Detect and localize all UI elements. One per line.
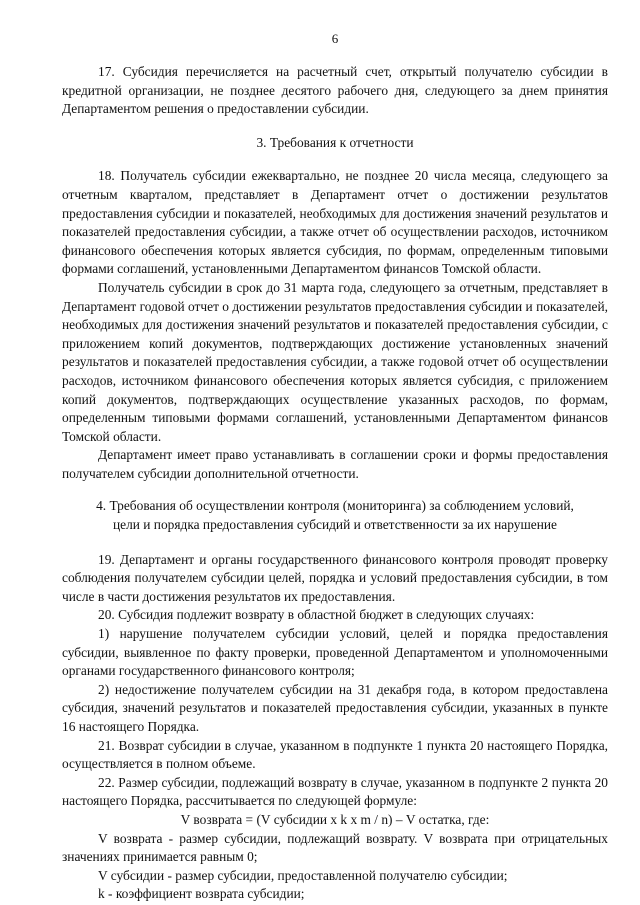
page-number: 6: [331, 31, 339, 46]
paragraph-18: 18. Получатель субсидии ежеквартально, не позднее 20 числа месяца, следующего за отчетным кварталом, представляет в Департамент отчет о достижении результатов предоставления субсидии и показателей, необходимых для достижения значений результатов и показателей предоставления субсидии, а также отчет об осуществлении расходов, источником финансового обеспечения которых является субсидия, по формам, определенным типовыми формами соглашений, установленными Департаментом финансов Томской области.: [62, 168, 608, 277]
definition-k: k - коэффициент возврата субсидии;: [98, 886, 305, 902]
paragraph-21: 21. Возврат субсидии в случае, указанном в подпункте 1 пункта 20 настоящего Порядка, осуществляется в полном объеме.: [62, 737, 608, 772]
refund-formula: V возврата = (V субсидии x k x m / n) – V остатка, где:: [180, 811, 490, 827]
section-heading-4-line-1: 4. Требования об осуществлении контроля (мониторинга) за соблюдением условий,: [96, 498, 574, 514]
paragraph-17: 17. Субсидия перечисляется на расчетный счет, открытый получателю субсидии в кредитной организации, не позднее десятого рабочего дня, следующего за днем принятия Департаментом решения о предоставлении субсидии.: [62, 64, 608, 117]
paragraph-18-annual-report: Получатель субсидии в срок до 31 марта года, следующего за отчетным, представляет в Департамент годовой отчет о достижении результатов предоставления субсидии и показателей, необходимых для достижения значений результатов и показателей предоставления субсидии, с приложением копий документов, подтверждающих достижение установленных значений результатов и показателей предоставления субсидии, а также годовой отчет об осуществлении расходов, источником финансового обеспечения которых является субсидия, с приложением копий документов, подтверждающих осуществление указанных расходов, по формам, определенным типовыми формами соглашений, установленными Департаментом финансов Томской области.: [62, 279, 608, 444]
section-heading-4-line-2: цели и порядка предоставления субсидий и ответственности за их нарушение: [112, 517, 557, 533]
definition-v-subsidy: V субсидии - размер субсидии, предоставленной получателю субсидии;: [98, 867, 508, 883]
definition-v-return: V возврата - размер субсидии, подлежащий возврату. V возврата при отрицательных значениях принимается равным 0;: [62, 830, 608, 865]
paragraph-20-item-2: 2) недостижение получателем субсидии на 31 декабря года, в котором предоставлена субсидия, значений результатов и показателей предоставления субсидии, указанных в пункте 16 настоящего Порядка.: [62, 681, 608, 734]
paragraph-19: 19. Департамент и органы государственного финансового контроля проводят проверку соблюдения получателем субсидии целей, порядка и условий предоставления субсидии, в том числе в части достижения результатов их предоставления.: [62, 551, 608, 604]
paragraph-18-additional-reporting: Департамент имеет право устанавливать в соглашении сроки и формы предоставления получателем субсидии дополнительной отчетности.: [62, 447, 608, 481]
paragraph-20-item-1: 1) нарушение получателем субсидии условий, целей и порядка предоставления субсидии, выявленное по факту проверки, проведенной Департаментом и уполномоченными органами государственного финансового контроля;: [62, 626, 608, 679]
paragraph-20: 20. Субсидия подлежит возврату в областной бюджет в следующих случаях:: [98, 607, 535, 623]
paragraph-22: 22. Размер субсидии, подлежащий возврату в случае, указанном в подпункте 2 пункта 20 настоящего Порядка, рассчитывается по следующей формуле:: [62, 774, 608, 809]
section-heading-3: 3. Требования к отчетности: [256, 134, 414, 150]
section-heading-4: [62, 497, 608, 534]
